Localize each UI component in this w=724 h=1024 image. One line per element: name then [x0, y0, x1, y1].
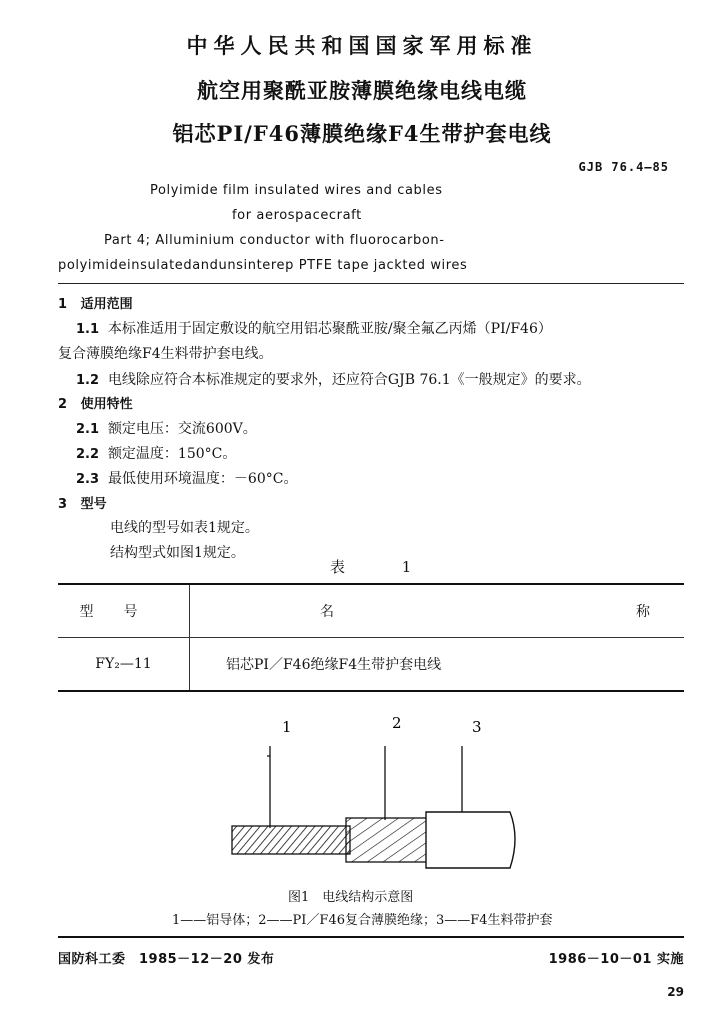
- aluminium-conductor: [232, 826, 350, 854]
- english-title-line: Polyimide film insulated wires and cables: [150, 183, 443, 198]
- header-name-char: 称: [636, 604, 650, 620]
- issue-info: 国防科工委 1985－12－20 发布: [58, 952, 275, 967]
- clause-number: 1.2: [76, 373, 100, 388]
- wire-structure-diagram: [210, 708, 530, 888]
- model-table: [58, 583, 684, 692]
- table-header-row: [58, 584, 684, 638]
- section-title: 适用范围: [80, 297, 133, 312]
- callout-label-3: 3: [472, 718, 482, 736]
- paragraph-continuation: 复合薄膜绝缘F4生料带护套电线。: [58, 346, 273, 362]
- figure-legend: 1——铝导体；2——PI／F46复合薄膜绝缘；3——F4生料带护套: [172, 913, 553, 928]
- table-cell-model: FY₂—11: [58, 638, 190, 692]
- clause-text: 额定电压：交流600V。: [107, 421, 257, 437]
- paragraph: 结构型式如图1规定。: [110, 545, 245, 561]
- standard-subtitle: 铝芯PI/F46薄膜绝缘F4生带护套电线: [172, 121, 552, 146]
- table-caption: 表 1: [330, 558, 438, 576]
- callout-label-1: 1: [282, 718, 292, 736]
- pi-f46-insulation: [346, 818, 428, 862]
- clause-text: 最低使用环境温度：－60°C。: [107, 471, 298, 487]
- english-title-line: polyimideinsulatedandunsinterep PTFE tape jackted wires: [58, 258, 468, 273]
- section-heading: [58, 393, 133, 412]
- leader-line-1: [267, 746, 270, 756]
- document-title: 中华人民共和国国家军用标准: [186, 33, 538, 58]
- section-heading: [58, 293, 133, 312]
- paragraph: [76, 468, 297, 488]
- f4-tape-jacket: [426, 812, 515, 868]
- paragraph: 电线的型号如表1规定。: [110, 520, 259, 536]
- clause-text: 额定温度：150°C。: [107, 446, 237, 462]
- footer-divider: [58, 936, 684, 938]
- callout-label-2: 2: [392, 714, 402, 732]
- clause-text: 本标准适用于固定敷设的航空用铝芯聚酰亚胺/聚全氟乙丙烯（PI/F46）: [107, 321, 552, 337]
- table-header-model: 型号: [58, 584, 190, 638]
- table-row: [58, 638, 684, 692]
- section-title: 型号: [80, 497, 107, 512]
- paragraph: [76, 418, 257, 438]
- header-name-char: 名: [320, 604, 334, 620]
- section-number: 1: [58, 297, 68, 312]
- header-divider: [58, 283, 684, 284]
- clause-number: 1.1: [76, 322, 100, 337]
- clause-number: 2.2: [76, 447, 100, 462]
- paragraph: [76, 443, 236, 463]
- paragraph: [76, 318, 552, 338]
- standard-code: GJB 76.4—85: [578, 160, 669, 174]
- paragraph: [76, 369, 591, 389]
- english-title-line: for aerospacecraft: [232, 208, 362, 223]
- page-number: 29: [667, 985, 684, 999]
- table-header-name: [190, 584, 685, 638]
- section-number: 2: [58, 397, 68, 412]
- section-title: 使用特性: [80, 397, 133, 412]
- section-number: 3: [58, 497, 68, 512]
- figure-caption: 图1 电线结构示意图: [288, 890, 414, 905]
- english-title-line: Part 4; Alluminium conductor with fluorocarbon-: [104, 233, 445, 248]
- effective-info: 1986－10－01 实施: [548, 952, 684, 967]
- section-heading: [58, 493, 107, 512]
- clause-number: 2.3: [76, 472, 100, 487]
- standard-title: 航空用聚酰亚胺薄膜绝缘电线电缆: [197, 78, 527, 103]
- table-cell-name: 铝芯PI／F46绝缘F4生带护套电线: [190, 638, 685, 692]
- clause-text: 电线除应符合本标准规定的要求外，还应符合GJB 76.1《一般规定》的要求。: [107, 372, 591, 388]
- clause-number: 2.1: [76, 422, 100, 437]
